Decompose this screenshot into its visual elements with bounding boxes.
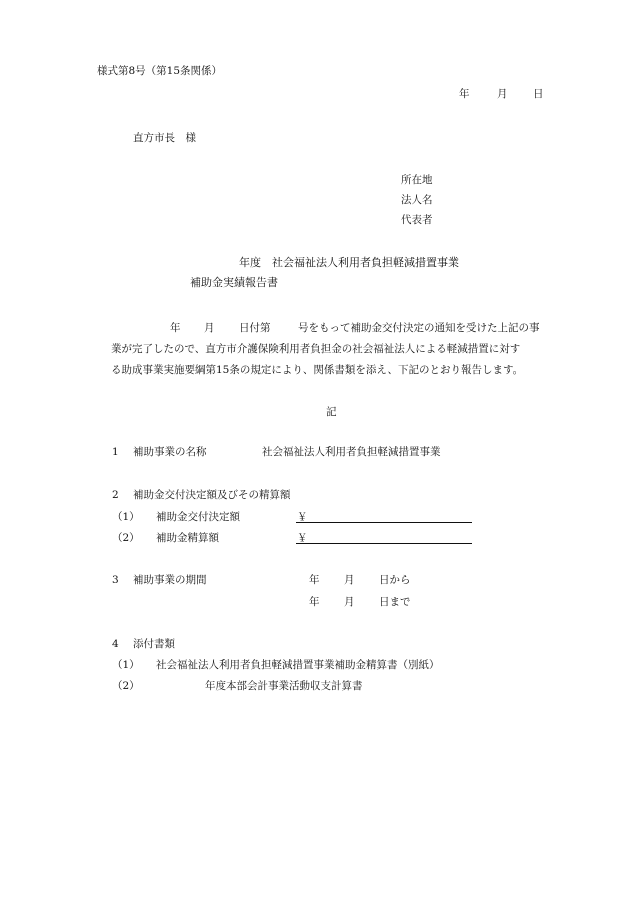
item-2-number: 2	[112, 489, 119, 501]
item-2-sub-2-number: （2）	[112, 532, 140, 544]
item-2-sub-2-currency: ￥	[297, 532, 308, 544]
period-from-day: 日から	[379, 574, 411, 586]
sender-corp-name-label: 法人名	[401, 194, 433, 206]
sender-address-label: 所在地	[401, 174, 433, 186]
body-month: 月	[204, 322, 215, 334]
period-from-year: 年	[309, 574, 320, 586]
item-4-label: 添付書類	[133, 638, 175, 650]
item-4-sub-1-text: 社会福祉法人利用者負担軽減措置事業補助金精算書（別紙）	[156, 659, 440, 671]
item-2-sub-2-label: 補助金精算額	[156, 532, 219, 544]
item-2-sub-1-label: 補助金交付決定額	[156, 511, 240, 523]
sender-representative-label: 代表者	[401, 214, 433, 226]
item-4-sub-2-number: （2）	[112, 680, 140, 692]
body-line-3: る助成事業実施要綱第15条の規定により、関係書類を添え、下記のとおり報告します。	[111, 364, 524, 376]
item-3-label: 補助事業の期間	[133, 574, 207, 586]
date-month-label: 月	[497, 88, 508, 100]
item-2-label: 補助金交付決定額及びその精算額	[133, 489, 291, 501]
form-number: 様式第8号（第15条関係）	[97, 65, 223, 77]
item-4-sub-1-number: （1）	[112, 659, 140, 671]
body-line-2: 業が完了したので、直方市介護保険利用者負担金の社会福祉法人による軽減措置に対す	[111, 343, 521, 355]
item-2-sub-1-currency: ￥	[297, 511, 308, 523]
period-to-month: 月	[344, 596, 355, 608]
title-line-1: 年度 社会福祉法人利用者負担軽減措置事業	[239, 256, 459, 269]
item-3-number: 3	[112, 574, 119, 586]
period-to-day: 日まで	[379, 596, 411, 608]
item-1-value: 社会福祉法人利用者負担軽減措置事業	[262, 446, 441, 458]
period-from-month: 月	[344, 574, 355, 586]
date-day-label: 日	[533, 88, 544, 100]
body-day-number: 日付第	[239, 322, 271, 334]
item-4-sub-2-text: 年度本部会計事業活動収支計算書	[205, 680, 363, 692]
decided-amount-underline	[296, 522, 472, 523]
item-4-number: 4	[112, 638, 119, 650]
item-2-sub-1-number: （1）	[112, 511, 140, 523]
date-year-label: 年	[459, 88, 470, 100]
settled-amount-underline	[296, 543, 472, 544]
body-line-1-rest: 号をもって補助金交付決定の通知を受けた上記の事	[298, 322, 540, 334]
body-year: 年	[170, 322, 181, 334]
title-line-2: 補助金実績報告書	[190, 276, 278, 289]
period-to-year: 年	[309, 596, 320, 608]
addressee: 直方市長 様	[133, 132, 196, 144]
ki-heading: 記	[326, 406, 337, 418]
item-1-number: 1	[112, 446, 119, 458]
item-1-label: 補助事業の名称	[133, 446, 207, 458]
